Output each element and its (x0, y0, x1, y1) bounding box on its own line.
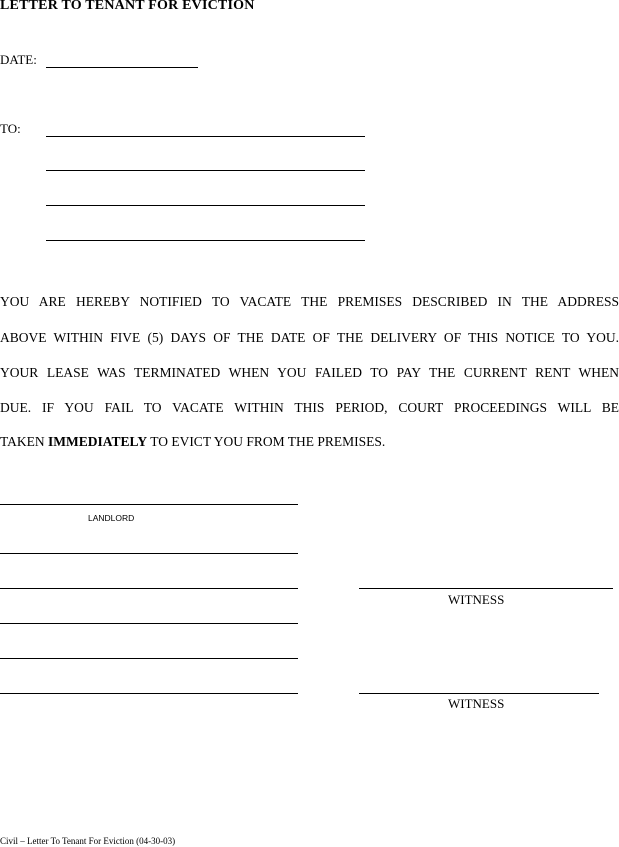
landlord-label: LANDLORD (88, 513, 135, 523)
to-field-line-4[interactable] (46, 240, 365, 241)
landlord-address-line-4[interactable] (0, 658, 298, 659)
document-footer: Civil – Letter To Tenant For Eviction (04-30-03) (0, 836, 176, 846)
landlord-address-line-1[interactable] (0, 553, 298, 554)
witness-signature-line-2[interactable] (359, 693, 599, 694)
notice-line-4: DUE. IF YOU FAIL TO VACATE WITHIN THIS PERIOD, COURT PROCEEDINGS WILL BE (0, 400, 619, 415)
landlord-signature-line[interactable] (0, 504, 298, 505)
date-label: DATE: (0, 52, 37, 67)
witness-signature-line-1[interactable] (359, 588, 613, 589)
witness-label-2: WITNESS (448, 696, 505, 711)
landlord-address-line-2[interactable] (0, 588, 298, 589)
date-field-line[interactable] (46, 67, 198, 68)
to-field-line-3[interactable] (46, 205, 365, 206)
document-title: LETTER TO TENANT FOR EVICTION (0, 0, 255, 13)
notice-line-3: YOUR LEASE WAS TERMINATED WHEN YOU FAILED TO PAY THE CURRENT RENT WHEN (0, 365, 619, 380)
notice-line-5-end: TO EVICT YOU FROM THE PREMISES. (147, 434, 386, 449)
to-field-line-2[interactable] (46, 170, 365, 171)
landlord-address-line-3[interactable] (0, 623, 298, 624)
notice-line-5 (0, 434, 619, 450)
landlord-address-line-5[interactable] (0, 693, 298, 694)
notice-line-5-start: TAKEN (0, 434, 49, 449)
to-label: TO: (0, 121, 21, 136)
witness-label-1: WITNESS (448, 592, 505, 607)
to-field-line-1[interactable] (46, 136, 365, 137)
notice-line-1: YOU ARE HEREBY NOTIFIED TO VACATE THE PREMISES DESCRIBED IN THE ADDRESS (0, 294, 619, 309)
notice-line-2: ABOVE WITHIN FIVE (5) DAYS OF THE DATE OF THE DELIVERY OF THIS NOTICE TO YOU. (0, 330, 619, 345)
notice-immediately-emphasis: IMMEDIATELY (48, 434, 148, 449)
